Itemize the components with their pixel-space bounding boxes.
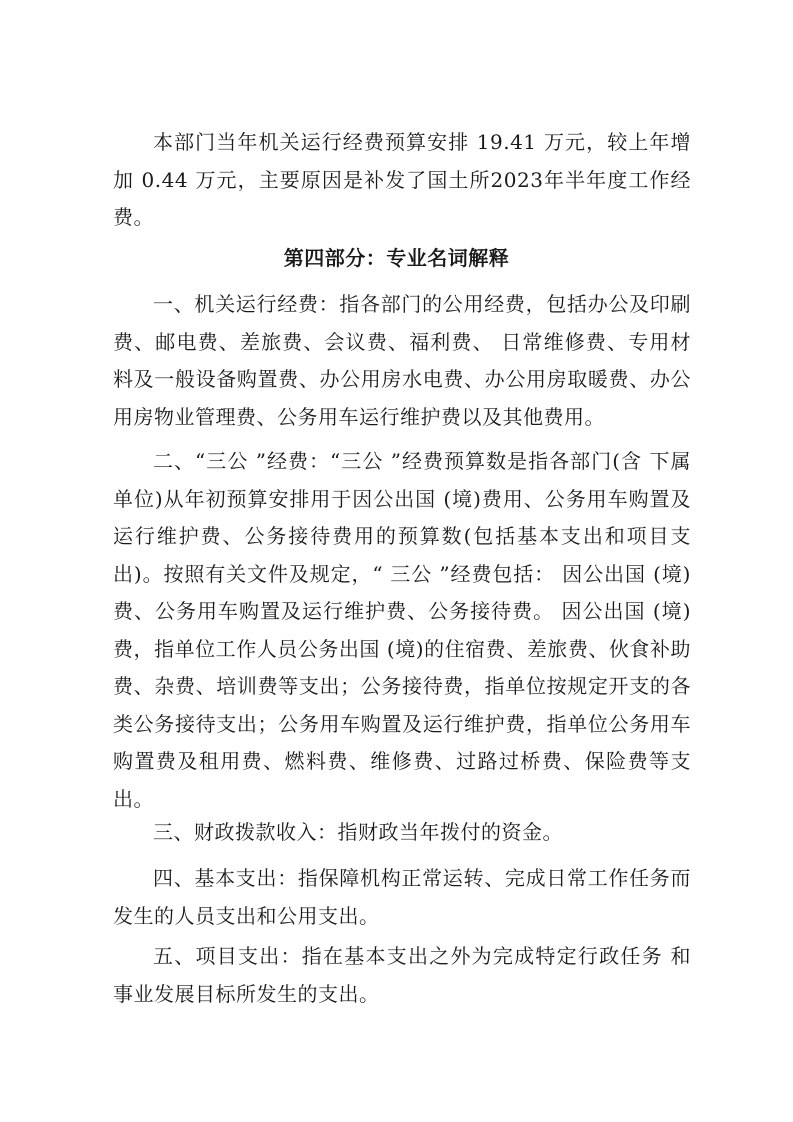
- definition-paragraph-1: 一、机关运行经费：指各部门的公用经费，包括办公及印刷费、邮电费、差旅费、会议费、福利费、 日常维修费、专用材料及一般设备购置费、办公用房水电费、办公用房取暖费、办公用房物业管理费、公务用车运行维护费以及其他费用。: [113, 292, 691, 429]
- section-heading: 第四部分：专业名词解释: [283, 246, 510, 270]
- definition-paragraph-5: 五、项目支出：指在基本支出之外为完成特定行政任务 和事业发展目标所发生的支出。: [113, 944, 691, 1006]
- intro-paragraph: 本部门当年机关运行经费预算安排 19.41 万元，较上年增加 0.44 万元，主要原因是补发了国土所2023年半年度工作经费。: [113, 130, 691, 229]
- definition-paragraph-4: 四、基本支出：指保障机构正常运转、完成日常工作任务而发生的人员支出和公用支出。: [113, 866, 691, 928]
- definition-paragraph-2: 二、“三公 ”经费：“三公 ”经费预算数是指各部门(含 下属单位)从年初预算安排用于因公出国 (境)费用、公务用车购置及运行维护费、公务接待费用的预算数(包括基本支出和项目支出)。按照有关文件及规定，“ 三公 ”经费包括： 因公出国 (境)费、公务用车购置及运行维护费、公务接待费。 因公出国 (境)费，指单位工作人员公务出国 (境)的住宿费、差旅费、伙食补助费、杂费、培训费等支出；公务接待费，指单位按规定开支的各类公务接待支出；公务用车购置及运行维护费，指单位公务用车购置费及租用费、燃料费、维修费、过路过桥费、保险费等支出。: [113, 449, 691, 811]
- definition-paragraph-3: 三、财政拨款收入：指财政当年拨付的资金。: [153, 820, 563, 844]
